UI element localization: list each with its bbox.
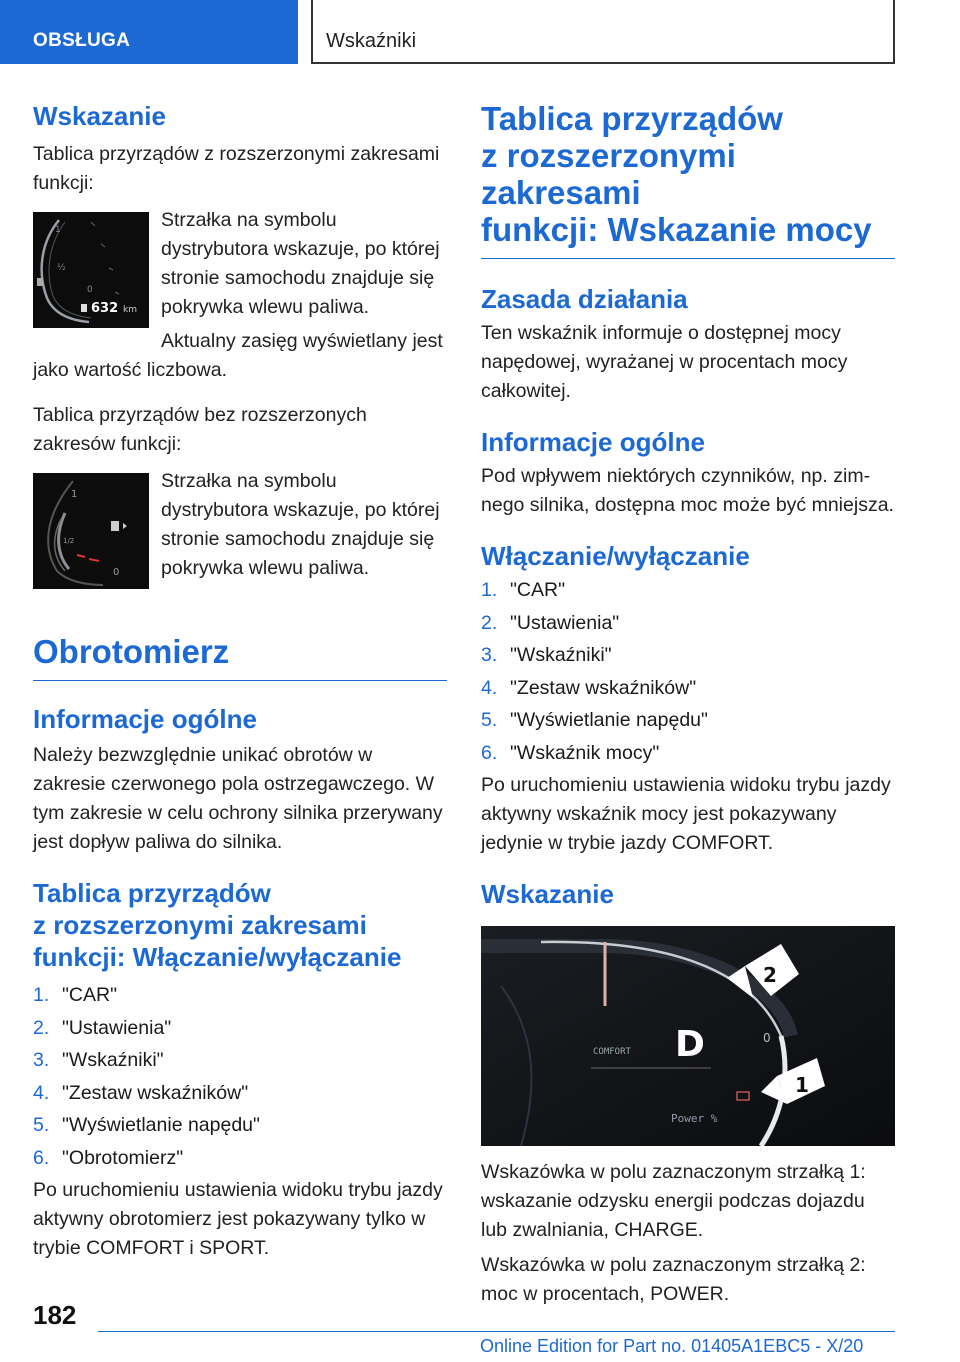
step-text: "Wyświetlanie napędu": [510, 709, 708, 731]
list-item: [481, 607, 895, 640]
paragraph: Wskazówka w polu zaznaczonym strzałką 1: wskazanie odzysku energii podczas dojazdu lub zwalniania, CHARGE.: [481, 1161, 866, 1241]
header-section-tab: [0, 0, 298, 64]
step-text: "Ustawienia": [62, 1016, 172, 1039]
step-number: 4.: [33, 1081, 50, 1104]
fig1-tick-1: 1: [55, 225, 61, 235]
step-text: "Ustawienia": [510, 611, 620, 634]
step-number: 5.: [33, 1114, 50, 1136]
step-number: 2.: [33, 1016, 50, 1039]
fig1-tick-half: ½: [57, 263, 66, 273]
steps-list: [481, 574, 895, 769]
list-item: [33, 1142, 447, 1175]
heading-line: z rozszerzonymi zakresami: [33, 910, 367, 940]
heading-line: Tablica przyrządów: [33, 878, 271, 908]
heading-line: z rozszerzonymi zakresami: [481, 137, 736, 211]
list-item: [481, 574, 895, 607]
step-number: 1.: [33, 984, 50, 1006]
fig1-range-unit: km: [123, 305, 137, 315]
fuel-pump-icon: [111, 521, 119, 531]
heading-wskazanie: Wskazanie: [481, 879, 614, 909]
paragraph: jako wartość liczbowa.: [33, 359, 227, 381]
step-number: 2.: [481, 611, 498, 634]
callout-2-number: 2: [763, 963, 777, 987]
step-text: "Zestaw wskaźników": [510, 676, 697, 699]
list-item: [33, 1012, 447, 1045]
heading-zasada-dzialania: Zasada działania: [481, 284, 688, 314]
list-item: [33, 1044, 447, 1077]
header-section-label: OBSŁUGA: [33, 30, 131, 51]
step-text: "Zestaw wskaźników": [62, 1081, 249, 1104]
step-number: 4.: [481, 676, 498, 699]
fig2-tick-0: 0: [113, 567, 120, 578]
paragraph: Wskazówka w polu zaznaczonym strzałką 2: moc w procentach, POWER.: [481, 1254, 866, 1305]
list-item: [33, 979, 447, 1012]
img-gear-indicator: D: [675, 1024, 705, 1065]
power-meter-image: [481, 926, 895, 1146]
footer-edition: Online Edition for Part no. 01405A1EBC5 - X/20: [480, 1336, 864, 1356]
callout-1-number: 1: [795, 1073, 809, 1097]
header-chapter-tab: [311, 0, 895, 64]
img-drive-mode: COMFORT: [593, 1047, 631, 1057]
step-number: 3.: [33, 1049, 50, 1071]
step-number: 6.: [33, 1146, 50, 1169]
paragraph: Strzałka na symbolu dystrybutora wskazuje, po której stronie samochodu znajduje się pokrywka wlewu paliwa.: [161, 209, 440, 318]
fig2-tick-half: 1/2: [63, 537, 75, 545]
paragraph: Pod wpływem niektórych czynników, np. zimnego silnika, dostępna moc może być mniejsza.: [481, 465, 894, 516]
heading-informacje-ogolne: Informacje ogólne: [33, 704, 257, 734]
paragraph: Tablica przyrządów bez rozszerzonych zakresów funkcji:: [33, 404, 367, 455]
list-item: [481, 639, 895, 672]
step-text: "CAR": [62, 984, 118, 1006]
paragraph: Ten wskaźnik informuje o dostępnej mocy napędowej, wyrażanej w procentach mocy całkowitej.: [481, 322, 848, 402]
right-column: [481, 100, 895, 1309]
img-power-label: Power %: [671, 1112, 718, 1125]
heading-line: funkcji: Wskazanie mocy: [481, 211, 872, 248]
list-item: [481, 737, 895, 770]
heading-line: funkcji: Włączanie/wyłączanie: [33, 942, 402, 972]
paragraph: Aktualny zasięg wyświetlany jest: [161, 330, 443, 352]
step-text: "CAR": [510, 579, 566, 601]
fig1-range-value: 632: [91, 301, 119, 316]
steps-list: [33, 979, 447, 1174]
step-number: 6.: [481, 741, 498, 764]
heading-informacje-ogolne: Informacje ogólne: [481, 427, 705, 457]
cluster-fuel-gauge-image: [33, 212, 149, 328]
step-number: 3.: [481, 644, 498, 666]
list-item: [33, 1077, 447, 1110]
step-text: "Wskaźniki": [62, 1049, 164, 1071]
list-item: [33, 1109, 447, 1142]
paragraph: Po uruchomieniu ustawienia widoku trybu jazdy aktywny wskaźnik mocy jest pokazywany jedynie w trybie jazdy COMFORT.: [481, 774, 891, 854]
footer-divider: [98, 1331, 895, 1332]
list-item: [481, 704, 895, 737]
fuel-pump-icon: [37, 278, 43, 286]
paragraph: Należy bezwzględnie unikać obrotów w zakresie czerwonego pola ostrzegawczego. W tym zakresie w celu ochrony silnika przerywany jest dopływ paliwa do silnika.: [33, 744, 443, 853]
left-column: [33, 100, 447, 1263]
img-zero-mark: 0: [763, 1031, 771, 1045]
step-number: 1.: [481, 579, 498, 601]
heading-line: Tablica przyrządów: [481, 100, 783, 137]
fuel-side-arrow-icon: [123, 523, 127, 529]
heading-wskazanie-mocy: [481, 100, 895, 259]
cluster-fuel-gauge-image: [33, 473, 149, 589]
page-number: 182: [33, 1300, 77, 1330]
paragraph: Po uruchomieniu ustawienia widoku trybu jazdy aktywny obrotomierz jest pokazywany tylko w trybie COMFORT i SPORT.: [33, 1179, 443, 1259]
heading-wlaczanie-wylaczanie: Włączanie/wyłączanie: [481, 541, 750, 571]
figure-fuel-standard: [33, 467, 447, 589]
figure-fuel-extended: [33, 206, 447, 356]
step-text: "Wskaźniki": [510, 644, 612, 666]
heading-obrotomierz: Obrotomierz: [33, 633, 447, 681]
heading-wskazanie: Wskazanie: [33, 101, 166, 131]
paragraph: Strzałka na symbolu dystrybutora wskazuje, po której stronie samochodu znajduje się pokrywka wlewu paliwa.: [161, 470, 440, 579]
step-text: "Obrotomierz": [62, 1146, 184, 1169]
step-text: "Wyświetlanie napędu": [62, 1114, 260, 1136]
fig2-tick-1: 1: [71, 489, 78, 500]
step-number: 5.: [481, 709, 498, 731]
fuel-pump-small-icon: [81, 304, 87, 312]
fig1-tick-0: 0: [87, 285, 93, 295]
step-text: "Wskaźnik mocy": [510, 741, 660, 764]
header-chapter-label: Wskaźniki: [326, 30, 417, 52]
paragraph: Tablica przyrządów z rozszerzonymi zakresami funkcji:: [33, 143, 440, 194]
heading-tablica-wlaczanie: [33, 877, 447, 973]
list-item: [481, 672, 895, 705]
